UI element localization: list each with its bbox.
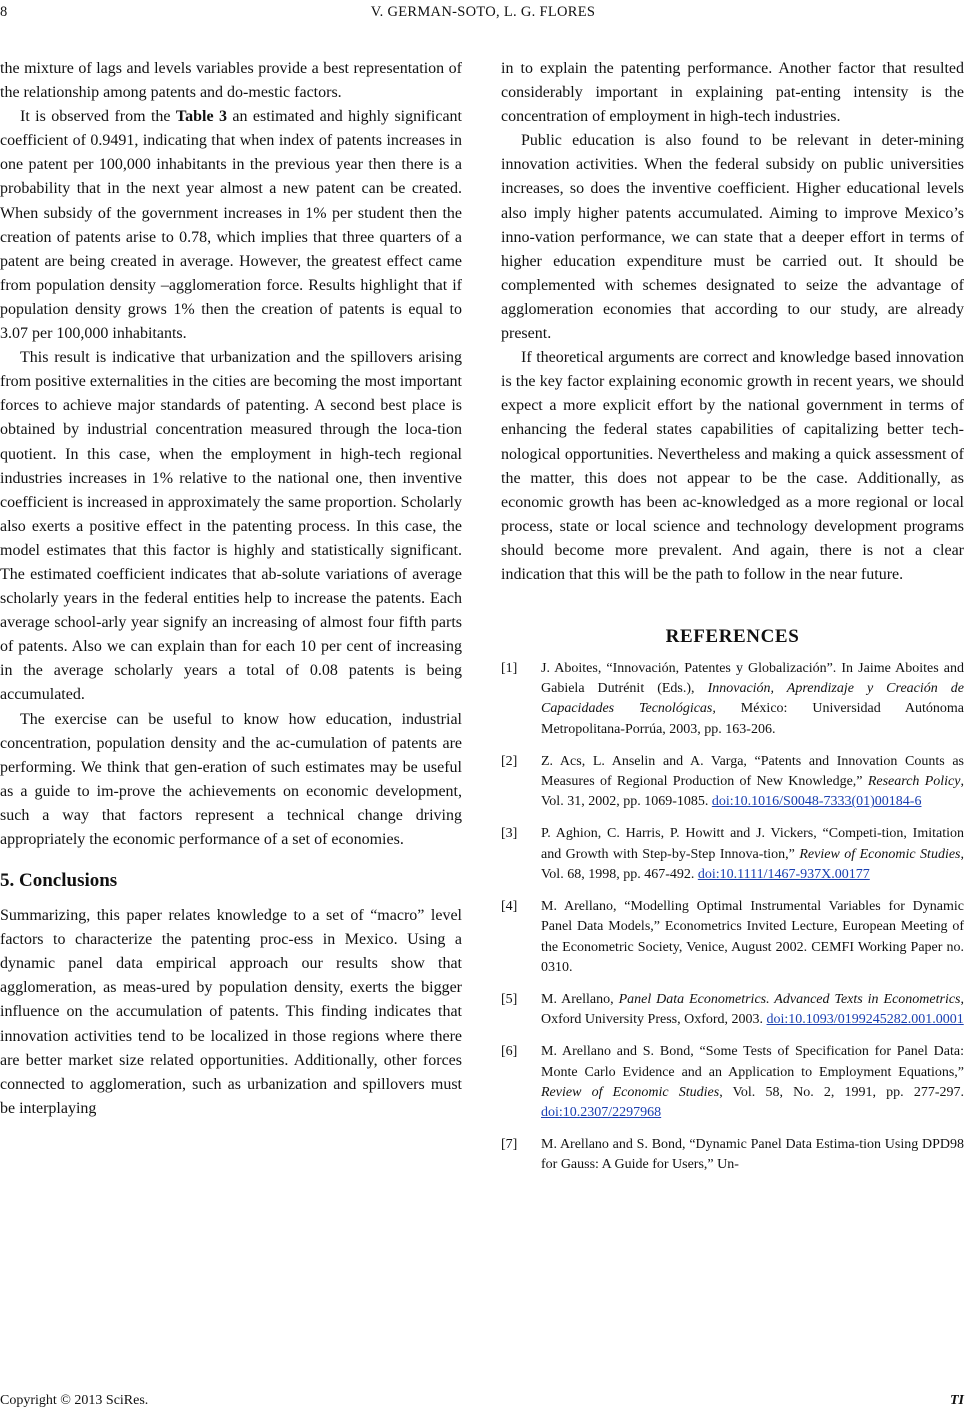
- paragraph: Public education is also found to be relevant in deter-mining innovation activities. When the federal subsidy on public universities increases, so does the inventive coefficient. Higher educational levels also imply higher patents accumulated. Aiming to improve Mexico’s inno-vation performance, we can state that a deeper effort in terms of higher education expenditure must be carried out. It should be complemented with schemes designated to seize the advantage of agglomeration economies that according to our study, are already present.: [501, 132, 964, 343]
- reference-item: [501, 659, 964, 740]
- paragraph: the mixture of lags and levels variables provide a best representation of the relationship among patents and do-mestic factors.: [0, 60, 462, 102]
- running-head: V. GERMAN-SOTO, L. G. FLORES: [370, 4, 596, 20]
- reference-text: M. Arellano and S. Bond, “Dynamic Panel Data Estima-tion Using DPD98 for Gauss: A Guide for Users,” Un-: [541, 1137, 964, 1173]
- reference-number: [5]: [501, 991, 518, 1007]
- doi-link[interactable]: doi:10.1093/0199245282.001.0001: [766, 1012, 964, 1028]
- reference-item: [501, 752, 964, 813]
- reference-text: Z. Acs, L. Anselin and A. Varga, “Patents and Innovation Counts as Measures of Regional Production of New Knowledge,” Research Policy, Vol. 31, 2002, pp. 1069-1085. doi:10.1016/S0048-7333(01)00184-6: [541, 753, 964, 810]
- reference-number: [7]: [501, 1137, 518, 1153]
- reference-number: [1]: [501, 661, 518, 677]
- section-heading: 5. Conclusions: [0, 870, 118, 892]
- journal-abbreviation: TI: [950, 1393, 964, 1408]
- paragraph-text: It is observed from the: [20, 108, 176, 126]
- copyright-notice: Copyright © 2013 SciRes.: [0, 1393, 149, 1408]
- doi-link[interactable]: doi:10.1111/1467-937X.00177: [697, 866, 870, 882]
- reference-text: M. Arellano, “Modelling Optimal Instrumental Variables for Dynamic Panel Data Models,” Econometrics Invited Lecture, European Meeting of the Econometric Society, Venice, August 2002. CEMFI Working Paper no. 0310.: [541, 899, 964, 975]
- reference-number: [3]: [501, 826, 518, 842]
- reference-item: [501, 897, 964, 978]
- paragraph: This result is indicative that urbanization and the spillovers arising from positive externalities in the cities are becoming the most important forces to achieve major standards of patenting. A second best place is obtained by industrial concentration measured through the loca-tion quotient. In this case, when the employment in high-tech regional industries increases in 1% relative to the national one, then inventive coefficient is increased in approximately the same proportion. Scholarly also exerts a positive effect in the patenting process. In this case, the model estimates that this factor is highly and statistically significant. The estimated coefficient indicates that ab-solute variations of average scholarly years in the federal entities help to increase the patents. Each average school-arly year signify an increasing of almost four fifth parts of patents. Also we can explain than for each 10 per cent of increasing in the average scholarly years a total of 0.08 patents is being accumulated.: [0, 349, 462, 704]
- paragraph: If theoretical arguments are correct and knowledge based innovation is the key factor explaining economic growth in recent years, we should expect a more explicit effort by the national government in terms of enhancing the federal states capabilities of capitalizing better tech-nological opportunities. Nevertheless and making a quick assessment of the matter, this does not appear to be the case. Additionally, as economic growth has been ac-knowledged as a more regional or local process, state or local science and technology development programs should become more prevalent. And again, there is not a clear indication that this will be the path to follow in the near future.: [501, 349, 964, 583]
- paragraph-text: an estimated and highly significant coefficient of 0.9491, indicating that when index of patents increases in one patent per 100,000 inhabitants in the previous year then there is a probability that in the next year almost a new patent can be created. When subsidy of the government increases in 1% per student then the creation of patents arise to 0.78, which implies that three quarters of a patent are being created in average. However, the greatest effect came from population density –agglomeration force. Results highlight that if population density grows 1% then the creation of patents is equal to 3.07 per 100,000 inhabitants.: [0, 108, 462, 343]
- reference-text: M. Arellano and S. Bond, “Some Tests of Specification for Panel Data: Monte Carlo Evidence and an Application to Employment Equations,” Review of Economic Studies, Vol. 58, No. 2, 1991, pp. 277-297. doi:10.2307/2297968: [541, 1044, 965, 1120]
- paragraph: The exercise can be useful to know how education, industrial concentration, population density and the ac-cumulation of patents are performing. We think that gen-eration of such estimates may be useful as a guide to im-prove the achievements on economic development, such a way that factors represent a technical change driving appropriately the economic performance of a set of economies.: [0, 710, 462, 848]
- reference-item: [501, 990, 964, 1030]
- right-column: [501, 57, 964, 1188]
- reference-text: M. Arellano, Panel Data Econometrics. Advanced Texts in Econometrics, Oxford University Press, Oxford, 2003. doi:10.1093/0199245282.001.0001: [541, 991, 964, 1028]
- reference-text: P. Aghion, C. Harris, P. Howitt and J. Vickers, “Competi-tion, Imitation and Growth with Step-by-Step Innova-tion,” Review of Economic Studies, Vol. 68, 1998, pp. 467-492. doi:10.1111/1467-937X.00177: [541, 826, 964, 882]
- reference-number: [6]: [501, 1044, 518, 1060]
- paragraph: Summarizing, this paper relates knowledge to a set of “macro” level factors to characterize the patenting proc-ess in Mexico. Using a dynamic panel data empirical approach our results show that agglomeration, as meas-ured by population density, exerts the bigger influence on the accumulation of patents. This finding indicates that innovation activities tend to be localized in those regions where there are better market size related opportunities. Additionally, other forces connected to agglomeration, such as urbanization and spillovers must be interplaying: [0, 907, 462, 1117]
- doi-link[interactable]: doi:10.2307/2297968: [541, 1104, 662, 1120]
- page-number: 8: [0, 4, 8, 20]
- paragraph: [0, 105, 462, 346]
- reference-text: J. Aboites, “Innovación, Patentes y Globalización”. In Jaime Aboites and Gabiela Dutrénit (Eds.), Innovación, Aprendizaje y Creación de Capacidades Tecnológicas, México: Universidad Autónoma Metropolitana-Porrúa, 2003, pp. 163-206.: [541, 661, 964, 737]
- references-heading: REFERENCES: [665, 626, 800, 648]
- reference-item: [501, 1042, 964, 1123]
- left-column: [0, 57, 462, 1121]
- doi-link[interactable]: doi:10.1016/S0048-7333(01)00184-6: [711, 794, 922, 810]
- page-header: [0, 0, 966, 30]
- reference-item: [501, 824, 964, 885]
- table-reference: Table 3: [175, 108, 227, 126]
- page-footer: [0, 1393, 966, 1413]
- paragraph: in to explain the patenting performance. Another factor that resulted considerably important in explaining pat-enting intensity is the concentration of employment in high-tech industries.: [501, 60, 964, 126]
- reference-number: [2]: [501, 753, 518, 769]
- reference-item: [501, 1135, 964, 1175]
- reference-number: [4]: [501, 899, 518, 915]
